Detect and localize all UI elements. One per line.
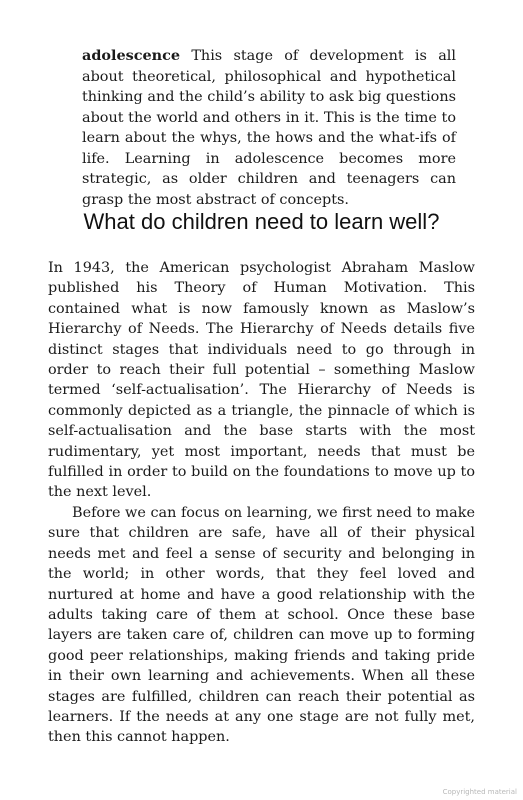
paragraph-learning-needs: Before we can focus on learning, we first need to make sure that children are safe, have all of their physical needs met and feel a sense of security and belonging in the world; in other words, that they feel loved and nurtured at home and have a good relationship with the adults taking care of them at school. Once these base layers are taken care of, children can move up to forming good peer relationships, making friends and taking pride in their own learning and achievements. When all these stages are fulfilled, children can reach their potential as learners. If the needs at any one stage are not fully met, then this cannot happen. <box>48 504 476 746</box>
definition-term: adolescence <box>82 47 181 64</box>
adolescence-definition <box>82 46 456 210</box>
body-text <box>48 258 475 748</box>
copyright-watermark: Copyrighted material <box>442 788 517 796</box>
definition-text: This stage of development is all about theoretical, philosophical and hypothetical thinking and the child’s ability to ask big questions about the world and others in it. This is the time to learn about the whys, the hows and the what-ifs of life. Learning in adolescence becomes more strategic, as older children and teenagers can grasp the most abstract of concepts. <box>82 48 457 208</box>
section-heading: What do children need to learn well? <box>83 209 440 234</box>
paragraph-maslow: In 1943, the American psychologist Abraham Maslow published his Theory of Human Motivation. This contained what is now famously known as Maslow’s Hierarchy of Needs. The Hierarchy of Needs details five distinct stages that individuals need to go through in order to reach their full potential – something Maslow termed ‘self-actualisation’. The Hierarchy of Needs is commonly depicted as a triangle, the pinnacle of which is self-actualisation and the base starts with the most rudimentary, yet most important, needs that must be fulfilled in order to build on the foundations to move up to the next level. <box>48 260 475 501</box>
